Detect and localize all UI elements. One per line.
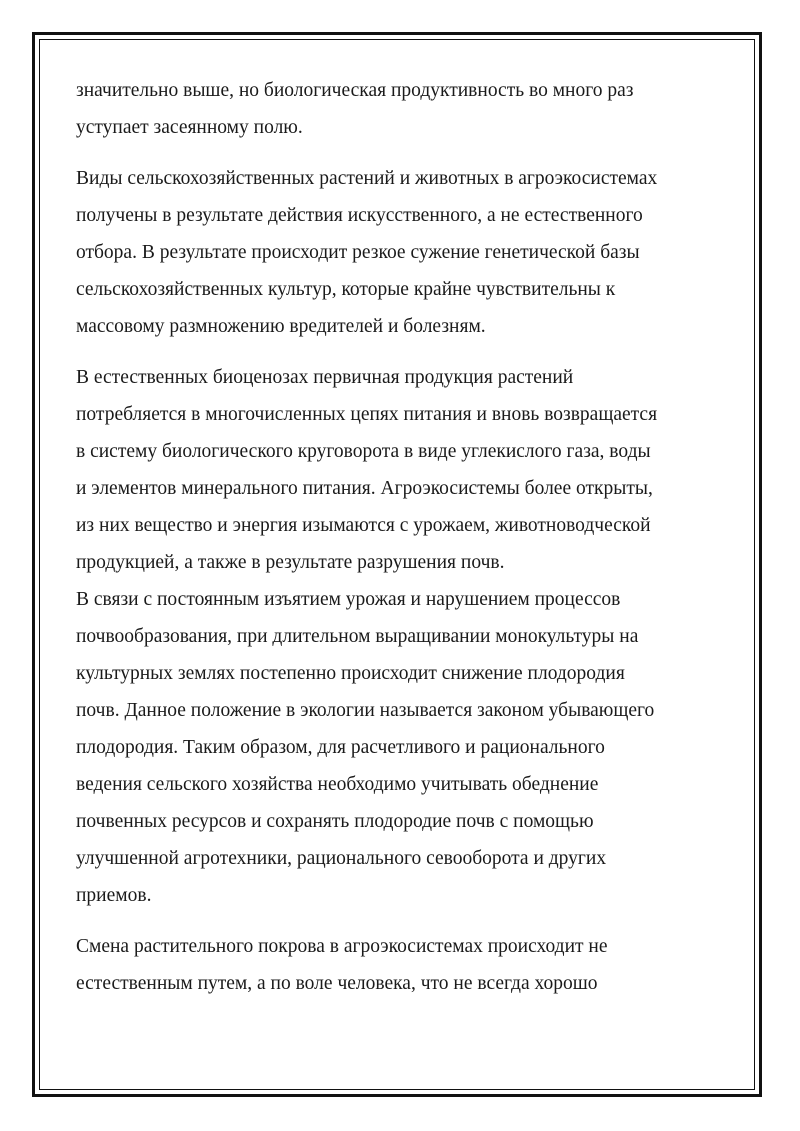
paragraph-5: Смена растительного покрова в агроэкосистемах происходит не естественным путем, а по воле человека, что не всегда хорошо	[76, 936, 608, 994]
paragraph-3: В естественных биоценозах первичная продукция растений потребляется в многочисленных цепях питания и вновь возвращается в систему биологического круговорота в виде углекислого газа, воды и элементов минерального питания. Агроэкосистемы более открыты, из них вещество и энергия изымаются с урожаем, животноводческой продукцией, а также в результате разрушения почв.	[76, 367, 658, 573]
paragraph-2: Виды сельскохозяйственных растений и животных в агроэкосистемах получены в результате действия искусственного, а не естественного отбора. В результате происходит резкое сужение генетической базы сельскохозяйственных культур, которые крайне чувствительны к массовому размножению вредителей и болезням.	[76, 168, 658, 337]
document-body	[76, 72, 726, 1002]
paragraph-4: В связи с постоянным изъятием урожая и нарушением процессов почвообразования, при длительном выращивании монокультуры на культурных землях постепенно происходит снижение плодородия почв. Данное положение в экологии называется законом убывающего плодородия. Таким образом, для расчетливого и рационального ведения сельского хозяйства необходимо учитывать обеднение почвенных ресурсов и сохранять плодородие почв с помощью улучшенной агротехники, рационального севооборота и других приемов.	[76, 589, 655, 906]
paragraph-1: значительно выше, но биологическая продуктивность во много раз уступает засеянному полю.	[76, 80, 634, 138]
